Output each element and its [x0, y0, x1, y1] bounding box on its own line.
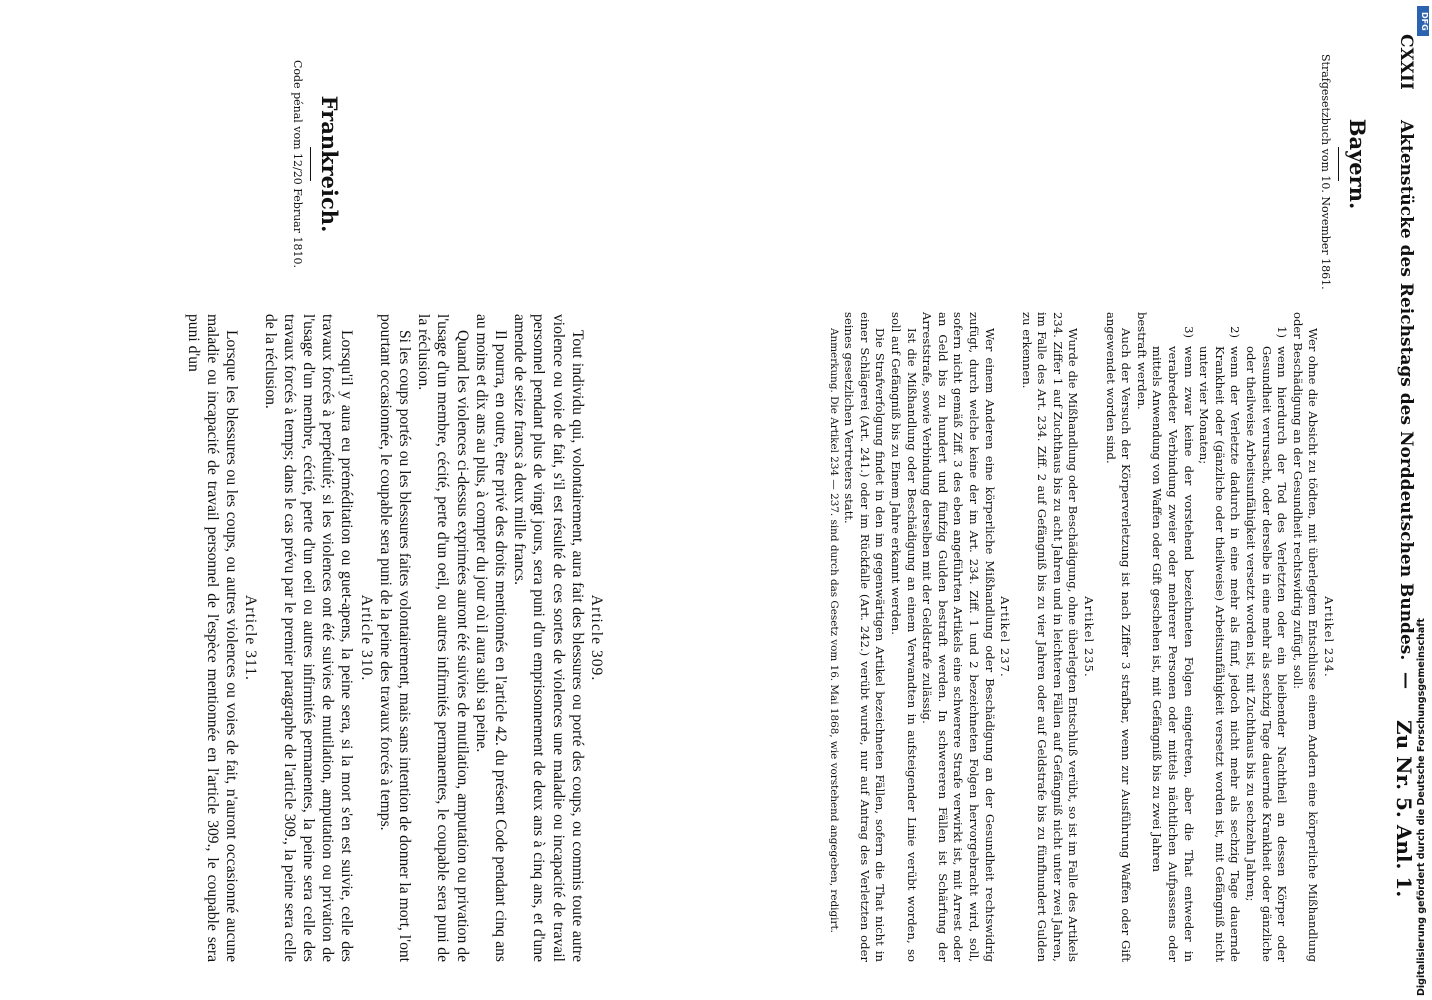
article-paragraph: Auch der Versuch der Körperverletzung ist nach Ziffer 3 strafbar, wenn zur Ausführung Waffen oder Gift angewendet worden sind.	[1103, 312, 1134, 962]
article-paragraph: Si les coups portés ou les blessures faites volontairement, mais sans intention de donner la mort, l'ont pourtant occasionnée, le coupable sera puni de la peine des travaux forcés à temps.	[376, 314, 413, 962]
article-paragraph: Il pourra, en outre, être privé des droits mentionnés en l'article 42. du présent Code pendant cinq ans au moins et dix ans au plus, à compter du jour où il aura subi sa peine.	[472, 314, 509, 962]
margin-note	[1416, 6, 1432, 996]
list-item: 1) wenn hierdurch der Tod des Verletzten oder ein bleibender Nachtheil an dessen Körper oder Gesundheit verursacht, oder derselbe in eine mehr als sechzig Tage dauernde Krankheit oder gänzliche oder theilweise Arbeitsunfähigkeit versetzt worden ist, mit Zuchthaus bis zu sechzehn Jahren;	[1244, 326, 1290, 962]
article-note: Anmerkung. Die Artikel 234 — 237. sind durch das Gesetz vom 16. Mai 1868, wie vorstehend angegeben, redigirt.	[827, 328, 840, 933]
article-paragraph: Wurde die Mißhandlung oder Beschädigung, ohne überlegten Entschluß verübt, so ist im Falle des Artikels 234. Ziffer 1 auf Zuchthaus bis zu acht Jahren und in leichteren Fällen auf Gefängniß nicht unter zwei Jahren, im Falle des Art. 234. Ziff. 2 auf Gefängniß bis zu vier Jahren oder auf Geldstrafe bis zu fünfhundert Gulden zu erkennen.	[1019, 312, 1081, 962]
page-number: CXXII	[1396, 34, 1416, 90]
divider	[310, 147, 311, 181]
article-closing: bestraft werden.	[1134, 312, 1149, 410]
bayern-heading	[1319, 54, 1370, 290]
article-title: Article 309.	[588, 594, 605, 682]
source-law: Code pénal vom 12/20 Februar 1810.	[291, 60, 304, 268]
divider	[1338, 147, 1339, 181]
header-dash: —	[1396, 672, 1416, 689]
article-title: Artikel 235.	[1082, 596, 1097, 678]
header-title-right: Zu Nr. 5. Anl. 1.	[1392, 720, 1416, 898]
source-law: Strafgesetzbuch vom 10. November 1861.	[1319, 54, 1332, 290]
article-title: Article 311.	[242, 595, 260, 681]
article-paragraph: Tout individu qui, volontairement, aura fait des blessures ou porté des coups, ou commis toute autre violence ou voie de fait, s'il est résulté de ces sortes de violences une maladie ou incapacité de travail personnel pendant plus de vingt jours, sera puni d'un emprisonnement de deux ans à cinq ans, et d'une amende de seize francs à deux mille francs.	[511, 314, 586, 962]
article-paragraph: Die Strafverfolgung findet in den im gegenwärtigen Artikel bezeichneten Fällen, sofern die That nicht in einer Schlägerei (Art. 241.) oder im Rückfalle (Art. 242.) verübt wurde, nur auf Antrag des Verletzten oder seines gesetzlichen Vertreters statt.	[842, 312, 888, 962]
article-paragraph: Ist die Mißhandlung oder Beschädigung an einem Verwandten in aufsteigender Linie verübt worden, so soll auf Gefängniß bis zu Einem Jahre erkannt werden.	[888, 312, 919, 962]
article-paragraph: Lorsqu'il y aura eu préméditation ou guet-apens, la peine sera, si la mort s'en est suivie, celle des travaux forcés à perpétuité; si les violences ont été suivies de mutilation, amputation ou privation de l'usage d'un membre, cécité, perte d'un oeil ou autres infirmités permanentes, la peine sera celle des travaux forcés à temps; dans le cas prévu par le premier paragraphe de l'article 309., la peine sera celle de la réclusion.	[261, 314, 356, 962]
header-title-left: Aktenstücke des Reichstags des Norddeutschen Bundes.	[1396, 120, 1416, 661]
french-text	[184, 314, 606, 962]
german-text	[825, 312, 1336, 962]
frankreich-heading	[291, 54, 342, 274]
article-paragraph: Lorsque les blessures ou les coups, ou autres violences ou voies de fait, n'auront occasionné aucune maladie ou incapacité de travail personnel de l'espèce mentionnée en l'article 309., le coupable sera puni d'un	[184, 314, 241, 962]
article-title: Artikel 234.	[1322, 596, 1336, 678]
article-title: Article 310.	[357, 594, 375, 682]
country-name: Frankreich.	[317, 95, 342, 233]
list-item: 2) wenn der Verletzte dadurch in eine mehr als fünf, jedoch nicht mehr als sechzig Tage dauernde Krankheit oder (gänzliche oder theilweise) Arbeitsunfähigkeit versetzt worden ist, mit Gefängniß nicht unter vier Monaten;	[1197, 326, 1243, 962]
digitization-note: Digitalisierung gefördert durch die Deutsche Forschungsgemeinschaft	[1416, 618, 1427, 996]
article-paragraph: Quand les violences ci-dessus exprimées auront été suivies de mutilation, amputation ou privation de l'usage d'un membre, cécité, perte d'un oeil, ou autres infirmités permanentes, le coupable sera puni de la réclusion.	[415, 314, 471, 962]
article-title: Artikel 237.	[998, 596, 1013, 678]
article-items	[1149, 312, 1289, 962]
country-name: Bayern.	[1345, 118, 1370, 210]
dfg-logo: DFG	[1417, 6, 1429, 36]
article-paragraph: Wer einem Anderen eine körperliche Mißhandlung oder Beschädigung an der Gesundheit rechtswidrig zufügt, durch welche keine der im Art. 234. Ziff. 1 und 2 bezeichneten Folgen hervorgebracht wird, soll, sofern nicht gemäß Ziff. 3 des eben angeführten Artikels eine schwerere Strafe verwirkt ist, mit Arrest oder an Geld bis zu hundert und fünfzig Gulden bestraft werden. In schwereren Fällen ist Schärfung der Arreststrafe, sowie Verbindung derselben mit der Geldstrafe zulässig.	[920, 312, 997, 962]
list-item: 3) wenn zwar keine der vorstehend bezeichneten Folgen eingetreten, aber die That entweder in verabredeter Verbindung zweier oder mehrerer Personen oder mittels nächtlichen Aufpassens oder mittels Anwendung von Waffen oder Gift geschehen ist, mit Gefängniß bis zu zwei Jahren	[1150, 326, 1196, 962]
article-intro: Wer ohne die Absicht zu tödten, mit überlegtem Entschlusse einem Andern eine körperliche Mißhandlung oder Beschädigung an der Gesundheit rechtswidrig zufügt, soll:	[1290, 312, 1321, 962]
